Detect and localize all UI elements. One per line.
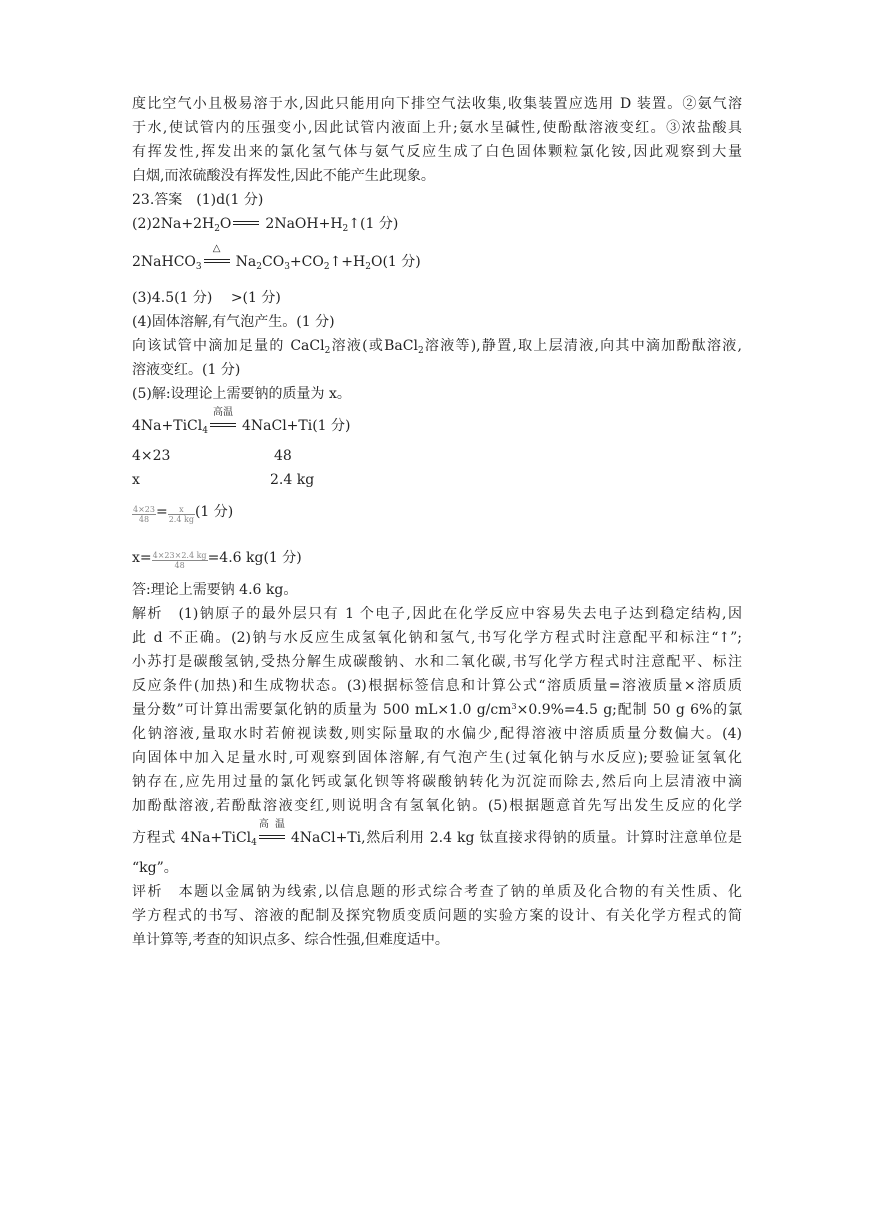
text-line: 此 d 不正确。(2)钠与水反应生成氢氧化钠和氢气,书写化学方程式时注意配平和标注“↑”; — [132, 630, 742, 646]
text-line: 解析 (1)钠原子的最外层只有 1 个电子,因此在化学反应中容易失去电子达到稳定结构,因 — [132, 606, 742, 622]
text-line: “kg”。 — [132, 860, 178, 876]
text-line: 有挥发性,挥发出来的氯化氢气体与氨气反应生成了白色固体颗粒氯化铵,因此观察到大量 — [132, 144, 742, 160]
text-line: 加酚酞溶液,若酚酞溶液变红,则说明含有氢氧化钠。(5)根据题意首先写出发生反应的化学 — [132, 798, 742, 814]
text-line: 单计算等,考查的知识点多、综合性强,但难度适中。 — [132, 932, 449, 948]
text-line: 度比空气小且极易溶于水,因此只能用向下排空气法收集,收集装置应选用 D 装置。②氨气溶 — [132, 96, 742, 112]
text-line: 向固体中加入足量水时,可观察到固体溶解,有气泡产生(过氧化钠与水反应);要验证氢氧化 — [132, 750, 742, 766]
text-line: (4)固体溶解,有气泡产生。(1 分) — [132, 314, 335, 330]
equation-bicarbonate: 2NaHCO$_3$ △ $Na_2CO_3+CO_2↑+H_2O(1$ 分) — [132, 243, 421, 272]
text-line: 钠存在,应先用过量的氯化钙或氯化钡等将碳酸钠转化为沉淀而除去,然后向上层清液中滴 — [132, 774, 742, 790]
answer-heading: 23.答案 (1)d(1 分) — [132, 192, 264, 208]
text-line: 化钠溶液,量取水时若俯视读数,则实际量取的水偏少,配得溶液中溶质质量分数偏大。(4) — [132, 726, 742, 742]
text-line: 小苏打是碳酸氢钠,受热分解生成碳酸钠、水和二氧化碳,书写化学方程式时注意配平、标注 — [132, 654, 742, 670]
text-line: 向该试管中滴加足量的 CaCl$_2$溶液(或BaCl$_2$溶液等),静置,取上层清液,向其中滴加酚酞溶液, — [132, 338, 742, 356]
text-line: 量分数”可计算出需要氯化钠的质量为 500 mL×1.0 $g/cm^3\times 0.9\%=4.5$ g;配制 50 g 6%的氯 — [132, 702, 743, 718]
equation-sodium-water: $(2)2Na+2H_2O$ $2NaOH+H_2↑(1$ 分) — [132, 216, 399, 234]
text-line: 方程式 4Na+TiCl$_4$ 高温 4NaCl+Ti,然后利用 2.4 kg 钛直接求得钠的质量。计算时注意单位是 — [132, 819, 742, 848]
text-line: 评析 本题以金属钠为线索,以信息题的形式综合考查了钠的单质及化合物的有关性质、化 — [132, 884, 742, 900]
proportion-equation: $\frac{4\times 23}{48}$ = $\frac{x}{2.4 kg}$ (1 分) — [133, 504, 234, 524]
text-line: (3)4.5(1 分) >(1 分) — [132, 290, 281, 306]
text-line: 于水,使试管内的压强变小,因此试管内液面上升;氨水呈碱性,使酚酞溶液变红。③浓盐酸具 — [132, 120, 742, 136]
equation-titanium: 4Na+TiCl$_4$ 高温 4NaCl+Ti(1 分) — [132, 407, 351, 436]
calc-row: 48 — [274, 448, 292, 464]
calc-row: 4×23 — [132, 448, 171, 464]
text-line: (5)解:设理论上需要钠的质量为 x。 — [132, 386, 351, 402]
calc-row: x — [132, 472, 140, 488]
text-line: 反应条件(加热)和生成物状态。(3)根据标签信息和计算公式“溶质质量=溶液质量×溶质质 — [132, 678, 742, 694]
text-line: 溶液变红。(1 分) — [132, 362, 241, 378]
text-line: 答:理论上需要钠 4.6 kg。 — [132, 582, 298, 598]
text-line: 白烟,而浓硫酸没有挥发性,因此不能产生此现象。 — [132, 168, 435, 184]
result-equation: x= $\frac{4\times 23\times 2.4 kg}{48}$ =4.6 kg(1 分) — [132, 550, 302, 570]
text-line: 学方程式的书写、溶液的配制及探究物质变质问题的实验方案的设计、有关化学方程式的简 — [132, 908, 742, 924]
calc-row: 2.4 kg — [270, 472, 315, 488]
